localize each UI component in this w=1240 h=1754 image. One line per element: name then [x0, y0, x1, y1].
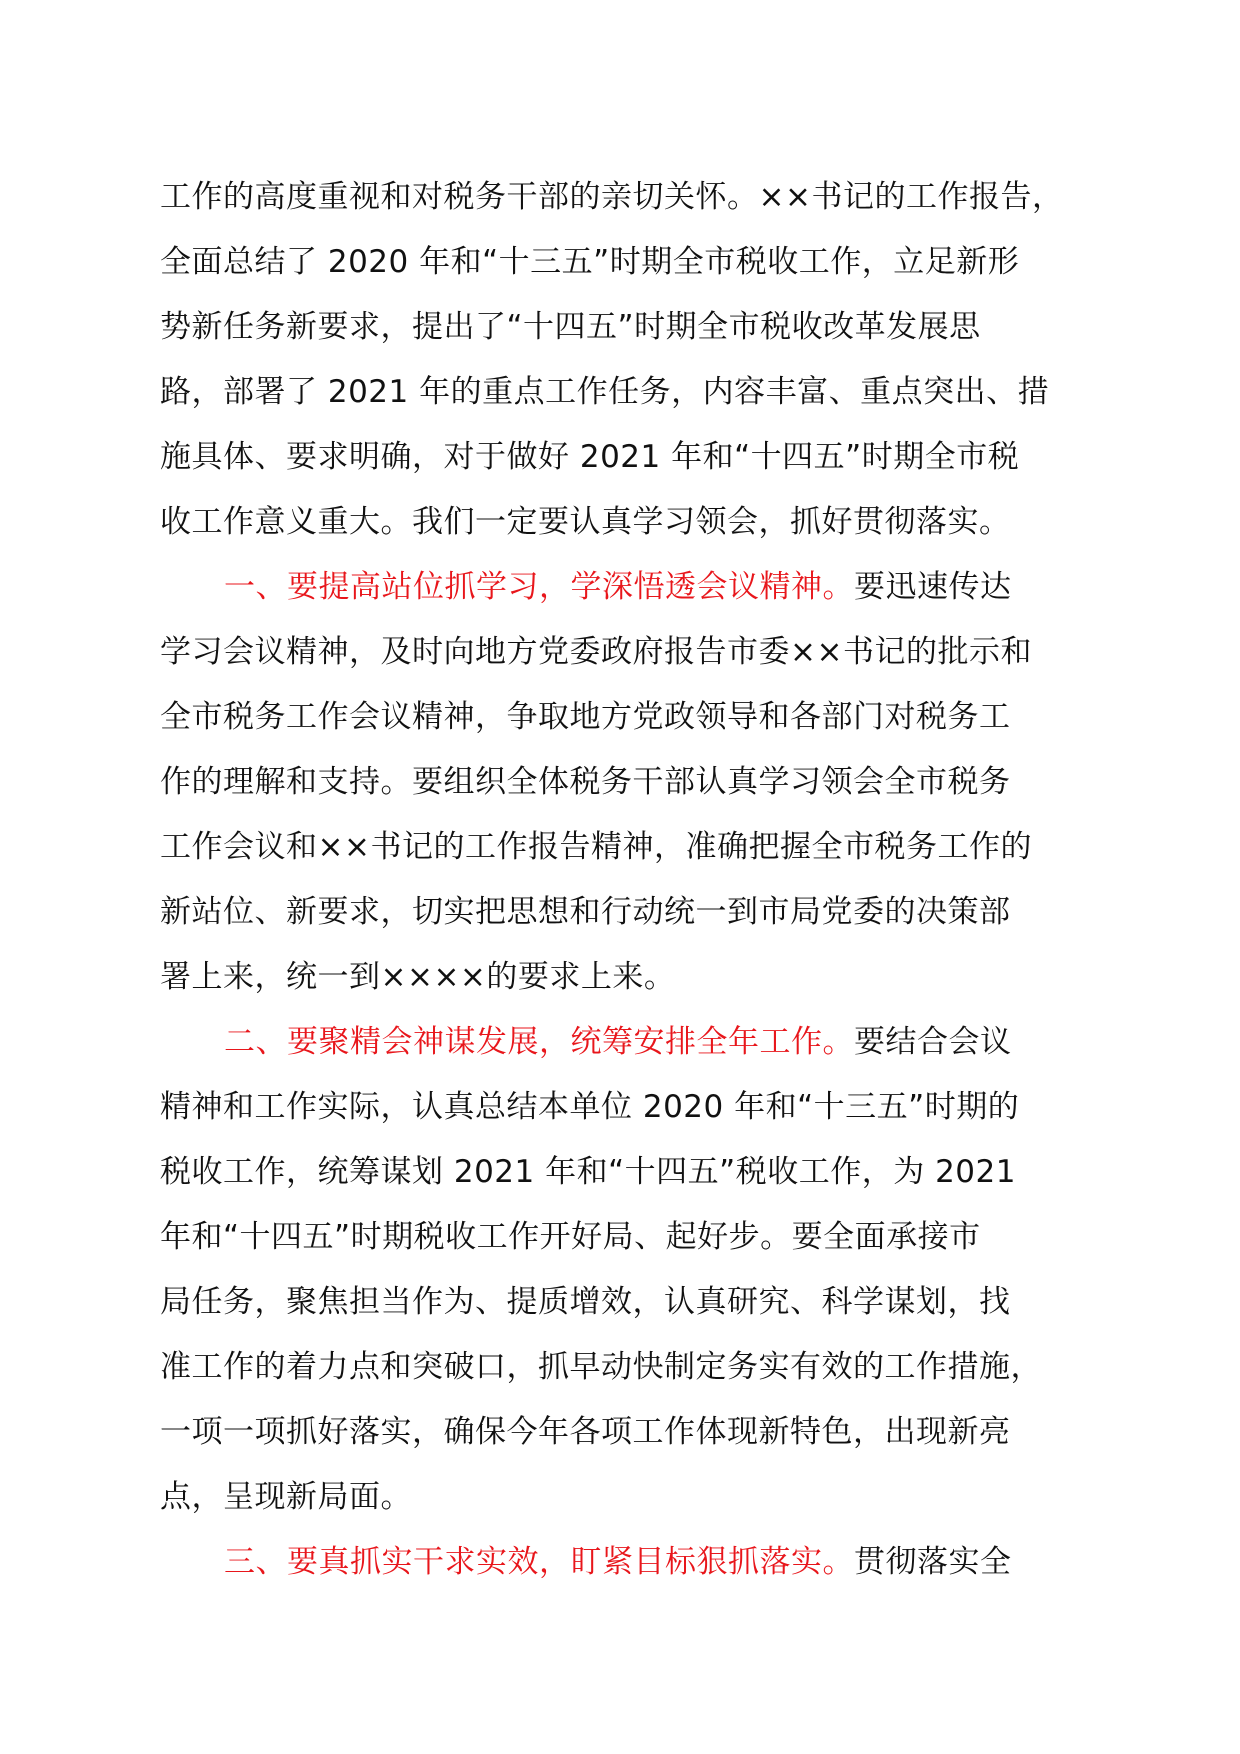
- paragraph-line: 税收工作，统筹谋划 2021 年和“十四五”税收工作，为 2021: [160, 1154, 1016, 1190]
- paragraph-line: 工作的高度重视和对税务干部的亲切关怀。××书记的工作报告，: [160, 179, 1064, 215]
- paragraph-line: 收工作意义重大。我们一定要认真学习领会，抓好贯彻落实。: [160, 504, 1011, 540]
- paragraph-text: 要结合会议: [854, 1024, 1012, 1060]
- paragraph-line: 精神和工作实际，认真总结本单位 2020 年和“十三五”时期的: [160, 1089, 1020, 1125]
- paragraph-first-line: [160, 1010, 1120, 1075]
- paragraph-text: 贯彻落实全: [854, 1544, 1012, 1580]
- paragraph-3: [160, 1010, 1120, 1530]
- document-body: [160, 165, 1120, 1595]
- paragraph-line: 工作会议和××书记的工作报告精神，准确把握全市税务工作的: [160, 829, 1032, 865]
- section-heading: 三、要真抓实干求实效，盯紧目标狠抓落实。: [224, 1544, 854, 1580]
- paragraph-2: [160, 555, 1120, 1010]
- paragraph-line: 全面总结了 2020 年和“十三五”时期全市税收工作，立足新形: [160, 244, 1020, 280]
- paragraph-line: 年和“十四五”时期税收工作开好局、起好步。要全面承接市: [160, 1219, 981, 1255]
- paragraph-first-line: [160, 555, 1120, 620]
- paragraph-line: 施具体、要求明确，对于做好 2021 年和“十四五”时期全市税: [160, 439, 1020, 475]
- paragraph-line: 全市税务工作会议精神，争取地方党政领导和各部门对税务工: [160, 699, 1011, 735]
- paragraph-line: 准工作的着力点和突破口，抓早动快制定务实有效的工作措施，: [160, 1349, 1042, 1385]
- paragraph-line: 学习会议精神，及时向地方党委政府报告市委××书记的批示和: [160, 634, 1032, 670]
- paragraph-line: 路，部署了 2021 年的重点工作任务，内容丰富、重点突出、措: [160, 374, 1050, 410]
- paragraph-line: 点，呈现新局面。: [160, 1479, 412, 1515]
- paragraph-first-line: [160, 1530, 1120, 1595]
- paragraph-text: 要迅速传达: [854, 569, 1012, 605]
- paragraph-4: [160, 1530, 1120, 1595]
- paragraph-line: 局任务，聚焦担当作为、提质增效，认真研究、科学谋划，找: [160, 1284, 1011, 1320]
- section-heading: 二、要聚精会神谋发展，统筹安排全年工作。: [224, 1024, 854, 1060]
- paragraph-line: 一项一项抓好落实，确保今年各项工作体现新特色，出现新亮: [160, 1414, 1011, 1450]
- paragraph-line: 新站位、新要求，切实把思想和行动统一到市局党委的决策部: [160, 894, 1011, 930]
- section-heading: 一、要提高站位抓学习，学深悟透会议精神。: [224, 569, 854, 605]
- paragraph-line: 势新任务新要求，提出了“十四五”时期全市税收改革发展思: [160, 309, 981, 345]
- paragraph-line: 作的理解和支持。要组织全体税务干部认真学习领会全市税务: [160, 764, 1011, 800]
- paragraph-line: 署上来，统一到××××的要求上来。: [160, 959, 676, 995]
- paragraph-1: [160, 165, 1120, 555]
